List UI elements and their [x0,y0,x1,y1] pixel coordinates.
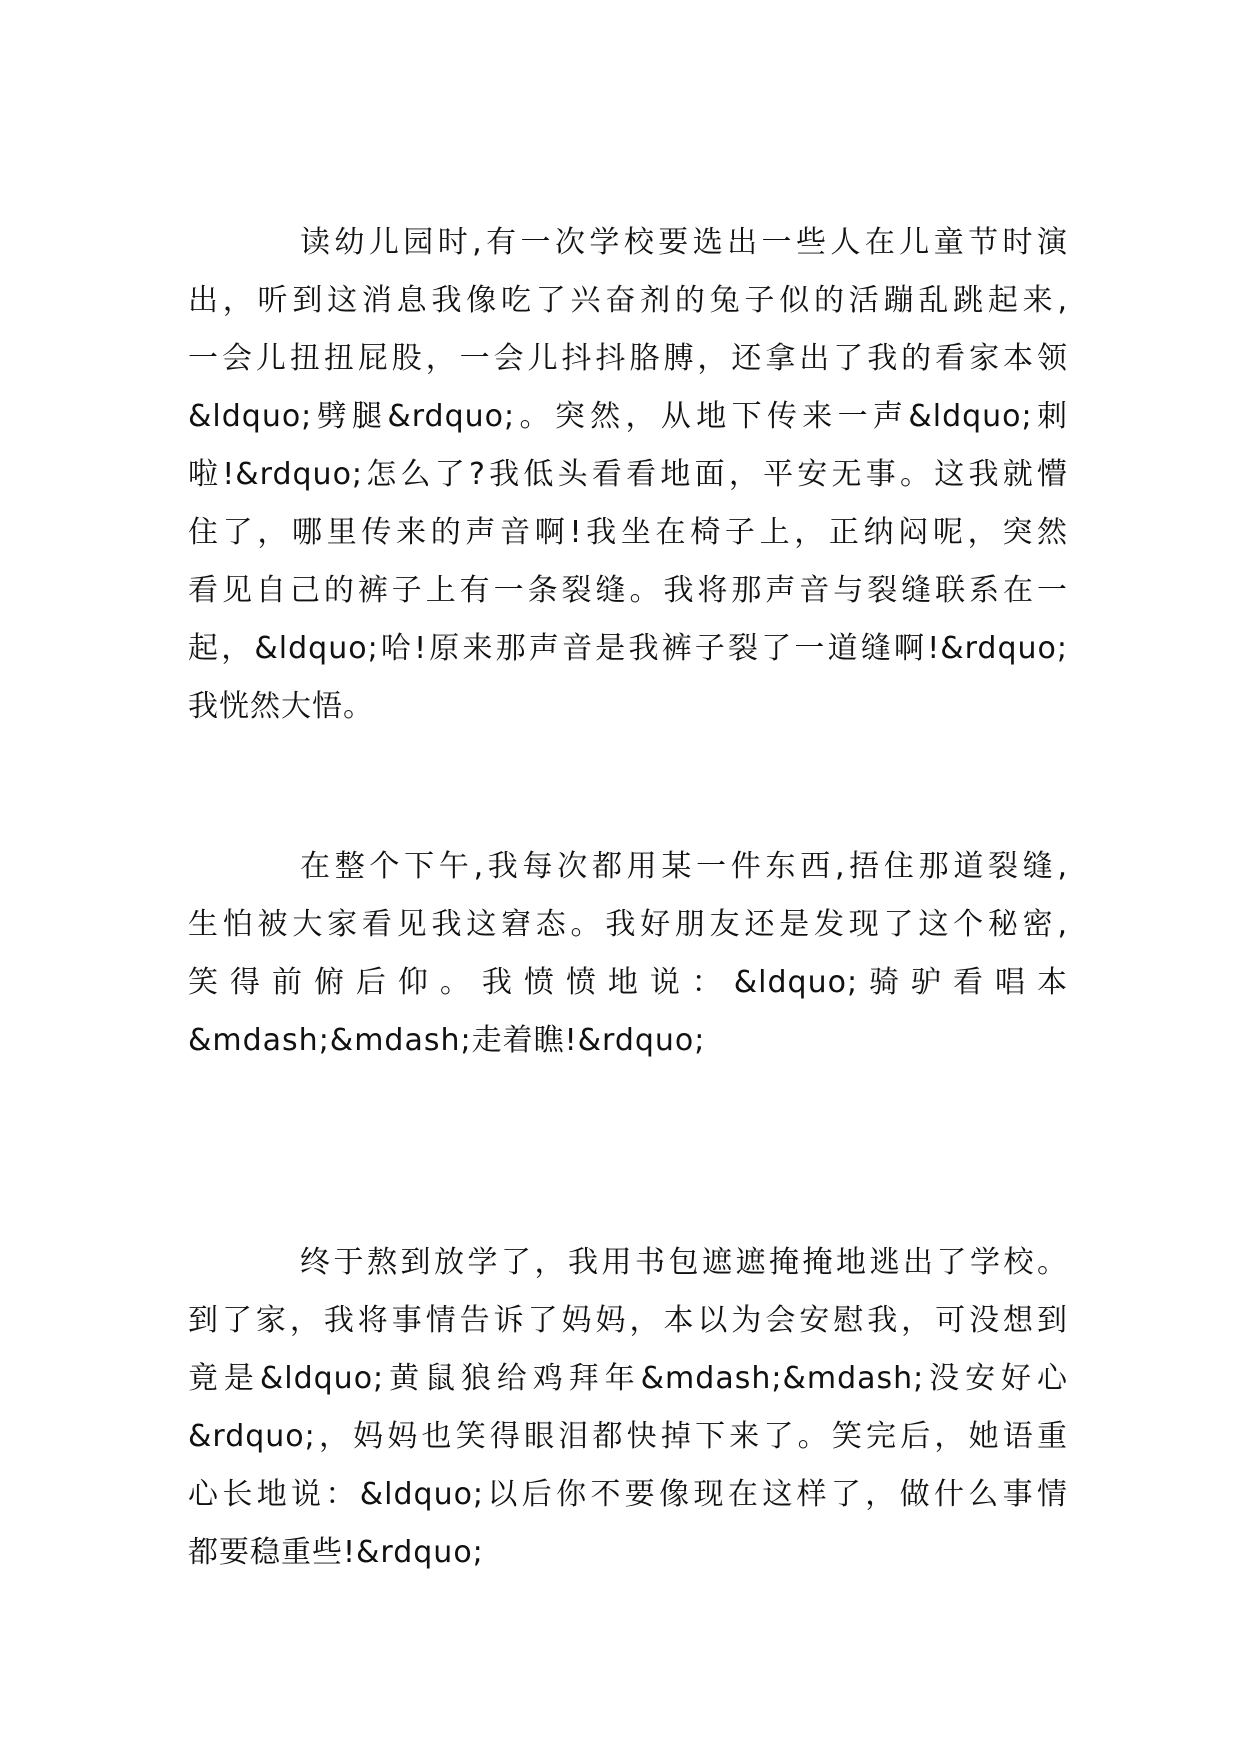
text-line: 起，&ldquo;哈!原来那声音是我裤子裂了一道缝啊!&rdquo; [188,631,1068,666]
text-line: 我恍然大悟。 [188,689,374,724]
text-line: 读幼儿园时,有一次学校要选出一些人在儿童节时演 [300,225,1068,260]
text-line: 到了家，我将事情告诉了妈妈，本以为会安慰我，可没想到 [188,1303,1068,1338]
text-line: 一会儿扭扭屁股，一会儿抖抖胳膊，还拿出了我的看家本领 [188,341,1068,376]
text-line: 出，听到这消息我像吃了兴奋剂的兔子似的活蹦乱跳起来, [188,283,1068,318]
text-line: 在整个下午,我每次都用某一件东西,捂住那道裂缝, [300,849,1068,884]
paragraph-3 [188,1234,1068,1582]
text-line: 笑得前俯后仰。我愤愤地说：&ldquo;骑驴看唱本 [188,965,1068,1000]
text-line: 生怕被大家看见我这窘态。我好朋友还是发现了这个秘密, [188,907,1068,942]
text-line: 啦!&rdquo;怎么了?我低头看看地面，平安无事。这我就懵 [188,457,1068,492]
paragraph-1 [188,214,1068,736]
text-line: 心长地说：&ldquo;以后你不要像现在这样了，做什么事情 [188,1477,1068,1512]
paragraph-2 [188,838,1068,1070]
text-line: 都要稳重些!&rdquo; [188,1535,484,1570]
text-line: 住了，哪里传来的声音啊!我坐在椅子上，正纳闷呢，突然 [188,515,1068,550]
text-line: 竟是&ldquo;黄鼠狼给鸡拜年&mdash;&mdash;没安好心 [188,1361,1068,1396]
text-line: 看见自己的裤子上有一条裂缝。我将那声音与裂缝联系在一 [188,573,1068,608]
text-line: &ldquo;劈腿&rdquo;。突然，从地下传来一声&ldquo;刺 [188,399,1068,434]
text-line: &rdquo;，妈妈也笑得眼泪都快掉下来了。笑完后，她语重 [188,1419,1068,1454]
text-line: 终于熬到放学了，我用书包遮遮掩掩地逃出了学校。 [300,1245,1068,1280]
text-line: &mdash;&mdash;走着瞧!&rdquo; [188,1023,706,1058]
